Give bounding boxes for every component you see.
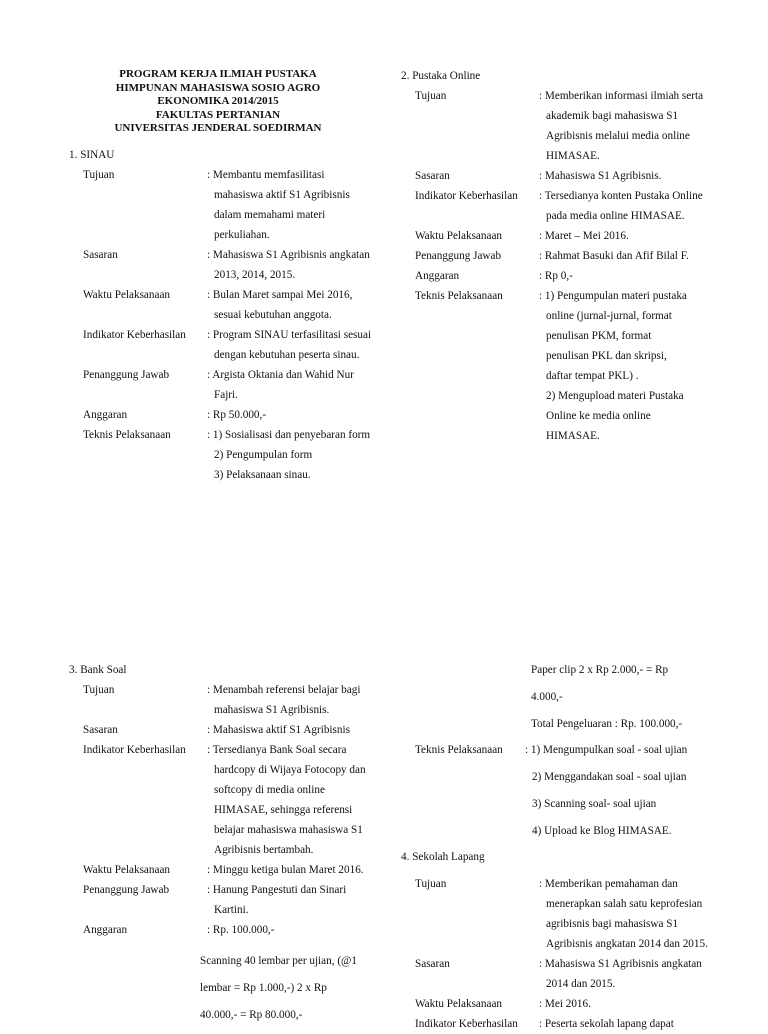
field-value-line: : 1) Pengumpulan materi pustaka <box>539 290 687 302</box>
field-value-line: Agribisnis melalui media online <box>546 130 690 142</box>
field-value-line: : Rp 50.000,- <box>207 409 267 421</box>
field-value-line: akademik bagi mahasiswa S1 <box>546 110 679 122</box>
field-value-line: penulisan PKM, format <box>546 330 652 342</box>
title-line: UNIVERSITAS JENDERAL SOEDIRMAN <box>114 122 322 134</box>
field-value-line: : Rp 0,- <box>539 270 573 282</box>
field-label: Waktu Pelaksanaan <box>415 998 503 1010</box>
field-value-line: 2) Menggandakan soal - soal ujian <box>532 771 687 783</box>
field-label: Tujuan <box>83 684 115 696</box>
field-row <box>69 365 379 405</box>
field-value-line: dengan kebutuhan peserta sinau. <box>214 349 360 361</box>
field-label: Penanggung Jawab <box>83 884 170 896</box>
field-value-line: : Mahasiswa S1 Agribisnis. <box>539 170 662 182</box>
field-label: Indikator Keberhasilan <box>415 1018 518 1030</box>
field-row <box>69 880 379 920</box>
field-value-line: mahasiswa S1 Agribisnis. <box>214 704 330 716</box>
field-value-line: : Mahasiswa S1 Agribisnis angkatan <box>207 249 370 261</box>
field-value-line: pada media online HIMASAE. <box>546 210 685 222</box>
field-value-line: HIMASAE, sehingga referensi <box>214 804 353 816</box>
field-value-line: HIMASAE. <box>546 430 600 442</box>
field-label: Tujuan <box>415 878 447 890</box>
field-value-line: perkuliahan. <box>214 229 270 241</box>
field-value-line: : Rp. 100.000,- <box>207 924 275 936</box>
document-title <box>68 68 368 136</box>
field-row <box>69 325 379 365</box>
field-value-line: Kartini. <box>214 904 249 916</box>
field-row <box>69 740 379 860</box>
field-row <box>69 405 379 425</box>
field-label: Teknis Pelaksanaan <box>83 429 171 441</box>
field-value-line: : Peserta sekolah lapang dapat <box>539 1018 674 1030</box>
field-row <box>69 165 379 245</box>
field-value-line: : Maret – Mei 2016. <box>539 230 629 242</box>
section-bank-soal <box>69 660 379 940</box>
field-row <box>401 994 721 1014</box>
section-heading: 4. Sekolah Lapang <box>401 851 485 863</box>
field-value-line: : Hanung Pangestuti dan Sinari <box>207 884 347 896</box>
field-label: Sasaran <box>83 724 118 736</box>
field-row <box>401 874 721 954</box>
field-label: Waktu Pelaksanaan <box>415 230 503 242</box>
section-sekolah-lapang <box>401 847 721 1034</box>
field-value-line: hardcopy di Wijaya Fotocopy dan <box>214 764 366 776</box>
budget-line: 4.000,- <box>531 691 563 703</box>
field-value-line: Fajri. <box>214 389 238 401</box>
field-value-line: softcopy di media online <box>214 784 325 796</box>
field-value-line: : 1) Mengumpulkan soal - soal ujian <box>525 744 688 756</box>
field-label: Indikator Keberhasilan <box>83 329 186 341</box>
field-value-line: Agribisnis angkatan 2014 dan 2015. <box>546 938 708 950</box>
field-row <box>69 285 379 325</box>
field-value-line: mahasiswa aktif S1 Agribisnis <box>214 189 350 201</box>
field-label: Waktu Pelaksanaan <box>83 864 171 876</box>
field-value-line: : 1) Sosialisasi dan penyebaran form <box>207 429 371 441</box>
field-row <box>69 425 379 485</box>
field-value-line: : Mei 2016. <box>539 998 591 1010</box>
field-value-line: daftar tempat PKL) . <box>546 370 639 382</box>
field-row <box>401 286 721 446</box>
field-label: Anggaran <box>415 270 460 282</box>
field-row <box>401 954 721 994</box>
field-label: Anggaran <box>83 409 128 421</box>
field-label: Anggaran <box>83 924 128 936</box>
field-value-line: : Argista Oktania dan Wahid Nur <box>207 369 354 381</box>
bank-soal-continuation <box>531 657 731 738</box>
title-line: HIMPUNAN MAHASISWA SOSIO AGRO <box>115 81 321 94</box>
field-row <box>69 860 379 880</box>
field-value-line: : Bulan Maret sampai Mei 2016, <box>207 289 353 301</box>
field-value-line: dalam memahami materi <box>214 209 326 221</box>
field-label: Indikator Keberhasilan <box>415 190 518 202</box>
section-pustaka-online <box>401 66 721 446</box>
field-label: Tujuan <box>415 90 447 102</box>
field-label: Indikator Keberhasilan <box>83 744 186 756</box>
field-label: Tujuan <box>83 169 115 181</box>
field-label: Sasaran <box>415 958 450 970</box>
field-value-line: 2014 dan 2015. <box>546 978 616 990</box>
budget-line: lembar = Rp 1.000,-) 2 x Rp <box>200 982 327 994</box>
field-value-line: : Memberikan informasi ilmiah serta <box>539 90 704 102</box>
field-label: Teknis Pelaksanaan <box>415 290 503 302</box>
field-row <box>401 246 721 266</box>
field-value-line: : Program SINAU terfasilitasi sesuai <box>207 329 372 341</box>
field-value-line: 2) Mengupload materi Pustaka <box>546 390 684 402</box>
section-heading: 2. Pustaka Online <box>401 70 481 82</box>
field-value-line: Online ke media online <box>546 410 651 422</box>
field-label: Penanggung Jawab <box>415 250 502 262</box>
field-value-line: HIMASAE. <box>546 150 600 162</box>
field-value-line: 3) Scanning soal- soal ujian <box>532 798 657 810</box>
field-row <box>401 226 721 246</box>
field-label: Sasaran <box>83 249 118 261</box>
field-value-line: : Menambah referensi belajar bagi <box>207 684 361 696</box>
field-row <box>401 1014 721 1034</box>
field-value-line: menerapkan salah satu keprofesian <box>546 898 703 910</box>
title-line: PROGRAM KERJA ILMIAH PUSTAKA <box>119 68 317 80</box>
budget-line: 40.000,- = Rp 80.000,- <box>200 1009 303 1021</box>
field-value-line: : Tersedianya Bank Soal secara <box>207 744 347 756</box>
field-row <box>401 86 721 166</box>
field-value-line: : Minggu ketiga bulan Maret 2016. <box>207 864 364 876</box>
field-value-line: online (jurnal-jurnal, format <box>546 310 672 322</box>
budget-line: Paper clip 2 x Rp 2.000,- = Rp <box>531 664 669 676</box>
field-value-line: : Mahasiswa aktif S1 Agribisnis <box>207 724 350 736</box>
section-sinau <box>69 145 379 485</box>
field-row <box>69 245 379 285</box>
field-value-line: agribisnis bagi mahasiswa S1 <box>546 918 679 930</box>
field-value-line: penulisan PKL dan skripsi, <box>546 350 667 362</box>
field-value-line: : Mahasiswa S1 Agribisnis angkatan <box>539 958 702 970</box>
field-value-line: 2) Pengumpulan form <box>214 449 313 461</box>
field-value-line: 3) Pelaksanaan sinau. <box>214 469 311 481</box>
field-row <box>401 186 721 226</box>
field-label: Sasaran <box>415 170 450 182</box>
field-value-line: : Membantu memfasilitasi <box>207 169 325 181</box>
field-value-line: : Rahmat Basuki dan Afif Bilal F. <box>539 250 689 262</box>
bank-soal-budget-detail <box>200 948 380 1029</box>
field-value-line: Agribisnis bertambah. <box>214 844 314 856</box>
field-value-line: sesuai kebutuhan anggota. <box>214 309 332 321</box>
field-value-line: belajar mahasiswa mahasiswa S1 <box>214 824 363 836</box>
field-value-line: 4) Upload ke Blog HIMASAE. <box>532 825 672 837</box>
field-row <box>69 680 379 720</box>
field-value-line: : Tersedianya konten Pustaka Online <box>539 190 703 202</box>
field-value-line: 2013, 2014, 2015. <box>214 269 296 281</box>
field-value-line: : Memberikan pemahaman dan <box>539 878 678 890</box>
section-heading: 1. SINAU <box>69 149 115 161</box>
section-heading: 3. Bank Soal <box>69 664 127 676</box>
field-label: Waktu Pelaksanaan <box>83 289 171 301</box>
field-row <box>69 720 379 740</box>
bank-soal-teknis <box>415 737 735 845</box>
budget-line: Scanning 40 lembar per ujian, (@1 <box>200 955 357 967</box>
title-line: EKONOMIKA 2014/2015 <box>157 95 279 107</box>
field-label: Teknis Pelaksanaan <box>415 744 503 756</box>
field-label: Penanggung Jawab <box>83 369 170 381</box>
field-row <box>401 266 721 286</box>
field-row <box>401 166 721 186</box>
field-row <box>69 920 379 940</box>
budget-line: Total Pengeluaran : Rp. 100.000,- <box>531 718 683 730</box>
title-line: FAKULTAS PERTANIAN <box>155 108 281 121</box>
